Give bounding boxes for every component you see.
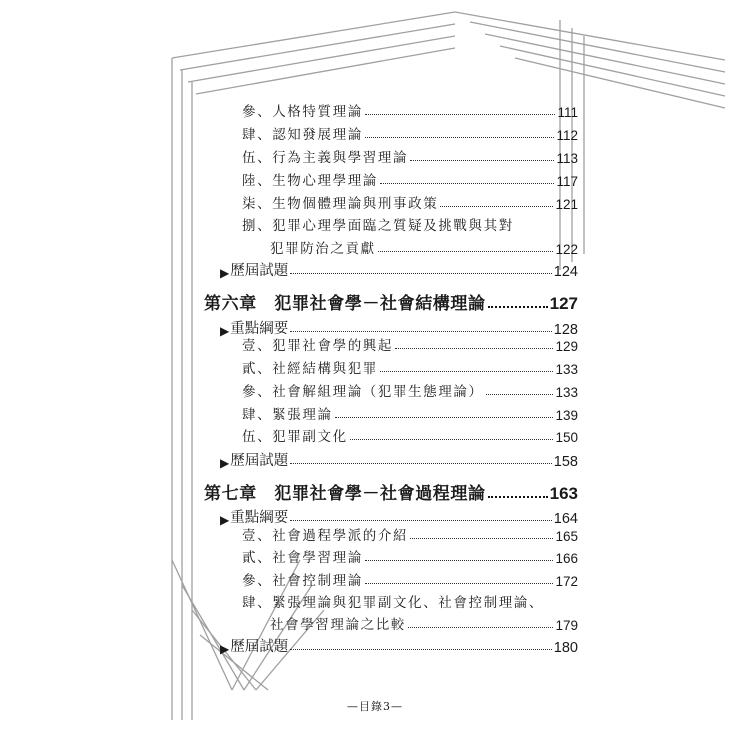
toc-entry-page: 117 (556, 174, 578, 189)
toc-entry-label: 歷屆試題 (230, 639, 289, 655)
leader-dots (290, 330, 552, 332)
leader-dots (440, 205, 553, 207)
toc-entry-label: 歷屆試題 (230, 453, 289, 469)
toc-entry[interactable] (242, 425, 578, 445)
leader-dots (486, 393, 554, 395)
leader-dots (410, 537, 553, 539)
leader-dots (380, 182, 555, 184)
toc-entry-page: 121 (555, 197, 578, 212)
toc-entry-page: 133 (555, 362, 578, 377)
leader-dots (335, 416, 554, 418)
toc-entry[interactable] (242, 569, 578, 589)
toc-entry-page: 150 (555, 430, 578, 445)
triangle-marker-icon: ▶ (220, 266, 230, 280)
toc-entry-label: 重點綱要 (230, 510, 289, 526)
leader-dots (290, 648, 552, 650)
toc-exam-entry[interactable] (220, 258, 578, 280)
toc-entry-page: 113 (556, 151, 578, 166)
leader-dots (380, 370, 554, 372)
toc-entry-page: 165 (555, 529, 578, 544)
leader-dots (395, 347, 553, 349)
triangle-marker-icon: ▶ (220, 324, 230, 338)
toc-entry-label: 社會學習理論之比較 (270, 617, 406, 633)
toc-entry-page: 172 (555, 574, 578, 589)
leader-dots (488, 305, 548, 308)
toc-entry-label: 貳、社經結構與犯罪 (242, 361, 378, 377)
leader-dots (365, 113, 556, 115)
toc-entry[interactable] (242, 403, 578, 423)
toc-entry-page: 124 (553, 264, 578, 280)
leader-dots (408, 626, 554, 628)
toc-entry-label: 貳、社會學習理論 (242, 550, 363, 566)
leader-dots (365, 559, 554, 561)
toc-entry-label: 歷屆試題 (230, 263, 289, 279)
toc-entry-page: 128 (553, 322, 578, 338)
toc-entry[interactable] (242, 546, 578, 566)
chapter-title: 第六章 犯罪社會學－社會結構理論 (204, 294, 486, 313)
toc-entry-page: 164 (553, 511, 578, 527)
toc-entry-page: 180 (553, 640, 578, 656)
toc-entry-page: 129 (555, 339, 578, 354)
toc-entry-page: 122 (555, 242, 578, 257)
chapter-heading[interactable] (204, 478, 578, 504)
toc-entry[interactable] (242, 169, 578, 189)
toc-entry[interactable] (242, 123, 578, 143)
toc-entry-label: 犯罪防治之貢獻 (270, 241, 376, 257)
toc-entry[interactable] (270, 613, 578, 633)
chapter-heading[interactable] (204, 288, 578, 314)
toc-entry-label: 壹、社會過程學派的介紹 (242, 528, 409, 544)
triangle-marker-icon: ▶ (220, 642, 230, 656)
chapter-title: 第七章 犯罪社會學－社會過程理論 (204, 484, 486, 503)
leader-dots (365, 136, 555, 138)
leader-dots (365, 582, 554, 584)
toc-entry-label: 陸、生物心理學理論 (242, 173, 378, 189)
toc-entry[interactable] (242, 380, 578, 400)
toc-entry-label: 參、社會解組理論（犯罪生態理論） (242, 384, 484, 400)
toc-entry[interactable] (242, 357, 578, 377)
toc-entry-page: 179 (555, 618, 578, 633)
leader-dots (410, 159, 554, 161)
toc-entry[interactable] (242, 334, 578, 354)
toc-entry-label: 肆、認知發展理論 (242, 127, 363, 143)
leader-dots (350, 438, 554, 440)
leader-dots (290, 272, 552, 274)
chapter-page: 163 (549, 484, 578, 503)
toc-entry-page: 112 (556, 128, 578, 143)
toc-entry-page: 158 (553, 454, 578, 470)
leader-dots (488, 495, 548, 498)
toc-entry[interactable] (242, 192, 578, 212)
toc-entry[interactable] (242, 100, 578, 120)
toc-entry-label: 參、社會控制理論 (242, 573, 363, 589)
toc-entry-label: 柒、生物個體理論與刑事政策 (242, 196, 439, 212)
toc-entry-label: 伍、犯罪副文化 (242, 429, 348, 445)
toc-entry-label: 伍、行為主義與學習理論 (242, 150, 409, 166)
toc-entry[interactable] (242, 146, 578, 166)
toc-entry-page: 166 (555, 551, 578, 566)
toc-entry-page: 139 (555, 408, 578, 423)
toc-entry[interactable] (270, 237, 578, 257)
leader-dots (378, 250, 554, 252)
leader-dots (290, 462, 552, 464)
toc-entry-first-line[interactable]: 肆、緊張理論與犯罪副文化、社會控制理論、 (242, 595, 544, 611)
toc-exam-entry[interactable] (220, 634, 578, 656)
toc-entry[interactable] (242, 524, 578, 544)
toc-entry-label: 重點綱要 (230, 321, 289, 337)
toc-entry-label: 參、人格特質理論 (242, 104, 363, 120)
leader-dots (290, 519, 552, 521)
toc-entry-page: 133 (555, 385, 578, 400)
triangle-marker-icon: ▶ (220, 513, 230, 527)
triangle-marker-icon: ▶ (220, 456, 230, 470)
page-footer: —目錄3— (347, 700, 403, 713)
toc-entry-first-line[interactable]: 捌、犯罪心理學面臨之質疑及挑戰與其對 (242, 218, 514, 234)
toc-entry-label: 壹、犯罪社會學的興起 (242, 338, 393, 354)
chapter-page: 127 (549, 294, 578, 313)
toc-exam-entry[interactable] (220, 448, 578, 470)
toc-entry-label: 肆、緊張理論 (242, 407, 333, 423)
toc-entry-page: 111 (557, 105, 578, 120)
